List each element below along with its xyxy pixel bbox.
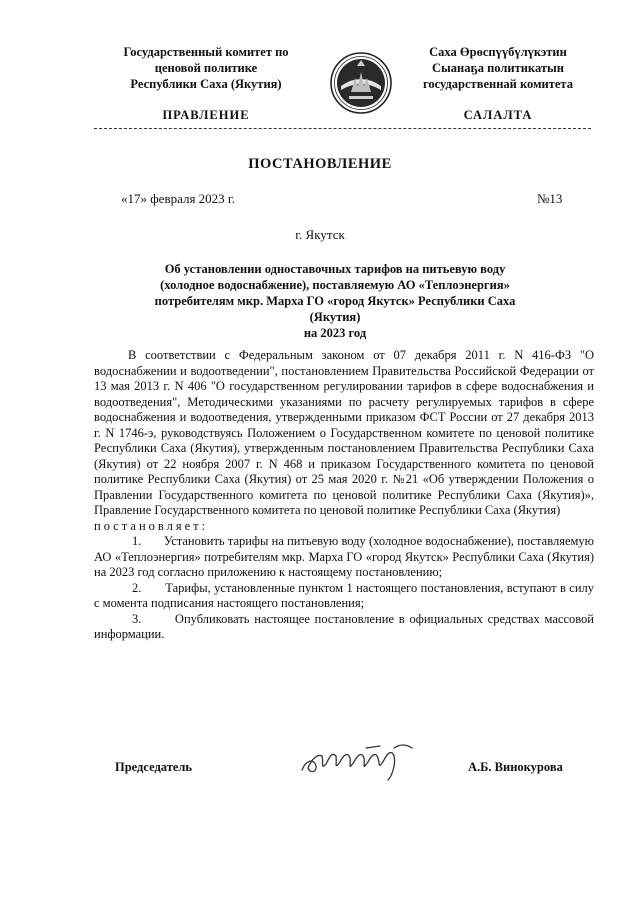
header-left-org	[88, 44, 324, 123]
header-divider	[94, 128, 591, 129]
document-body	[94, 348, 594, 643]
document-city: г. Якутск	[295, 227, 345, 242]
item-number: 2.	[132, 580, 142, 595]
header-left-line: ценовой политике	[154, 61, 258, 75]
document-date: «17» февраля 2023 г.	[121, 191, 236, 206]
header-right-line: Сыанаҕа политикатын	[432, 61, 564, 75]
header-right-org	[400, 44, 596, 123]
document-type-title: ПОСТАНОВЛЕНИЕ	[248, 156, 392, 172]
signatory-name: А.Б. Винокурова	[468, 760, 563, 774]
header-right-sub: САЛАЛТА	[463, 108, 533, 122]
preamble-paragraph: В соответствии с Федеральным законом от 07 декабря 2011 г. N 416-ФЗ "О водоснабжении и водоотведении", постановлением Правительства Российской Федерации от 13 мая 2013 г. N 406 "О государственном регулировании тарифов в сфере водоснабжения и водоотведения", Методическими указаниями по расчету регулируемых тарифов в сфере водоснабжения и водоотведения, утвержденными приказом ФСТ России от 27 декабря 2013 г. N 1746-э, руководствуясь Положением о Государственном комитете по ценовой политике Республики Саха (Якутия), утвержденным постановлением Правительства Республики Саха (Якутия) от 22 ноября 2007 г. N 468 и приказом Государственного комитета по ценовой политике Республики Саха (Якутия) от 25 мая 2020 г. №21 «Об утверждении Положения о Правлении Государственного комитета по ценовой политике Республики Саха (Якутия)», Правление Государственного комитета по ценовой политике Республики Саха (Якутия)	[94, 348, 594, 517]
list-item	[94, 612, 594, 643]
list-item	[94, 534, 594, 581]
signatory-role: Председатель	[115, 760, 193, 774]
document-number: №13	[537, 191, 563, 206]
document-subject	[150, 261, 520, 341]
list-item	[94, 581, 594, 612]
coat-of-arms-emblem	[329, 48, 393, 118]
header-right-line: государственнай комитета	[423, 77, 573, 91]
header-left-line: Республики Саха (Якутия)	[130, 77, 282, 91]
header-left-line: Государственный комитет по	[123, 45, 289, 59]
subject-line: потребителям мкр. Марха ГО «город Якутск» Республики Саха (Якутия)	[154, 294, 516, 324]
item-text: Установить тарифы на питьевую воду (холодное водоснабжение), поставляемую АО «Теплоэнергия» потребителям мкр. Марха ГО «город Якутск» Республики Саха (Якутия) на 2023 год согласно приложению к настоящему постановлению;	[94, 534, 594, 579]
header-left-sub: ПРАВЛЕНИЕ	[162, 108, 250, 122]
item-number: 1.	[132, 534, 142, 548]
subject-line: на 2023 год	[303, 326, 367, 340]
subject-line: (холодное водоснабжение), поставляемую АО «Теплоэнергия»	[160, 278, 510, 292]
subject-line: Об установлении одноставочных тарифов на питьевую воду	[164, 262, 506, 276]
item-number: 3.	[132, 611, 142, 626]
handwritten-signature	[296, 738, 420, 782]
header-right-line: Саха Өрөспүүбүлүкэтин	[429, 45, 567, 59]
decision-word: постановляет:	[94, 518, 209, 533]
item-text: Тарифы, установленные пунктом 1 настоящего постановления, вступают в силу с момента подписания настоящего постановления;	[94, 580, 595, 610]
item-text: Опубликовать настоящее постановление в официальных средствах массовой информации.	[94, 611, 595, 641]
